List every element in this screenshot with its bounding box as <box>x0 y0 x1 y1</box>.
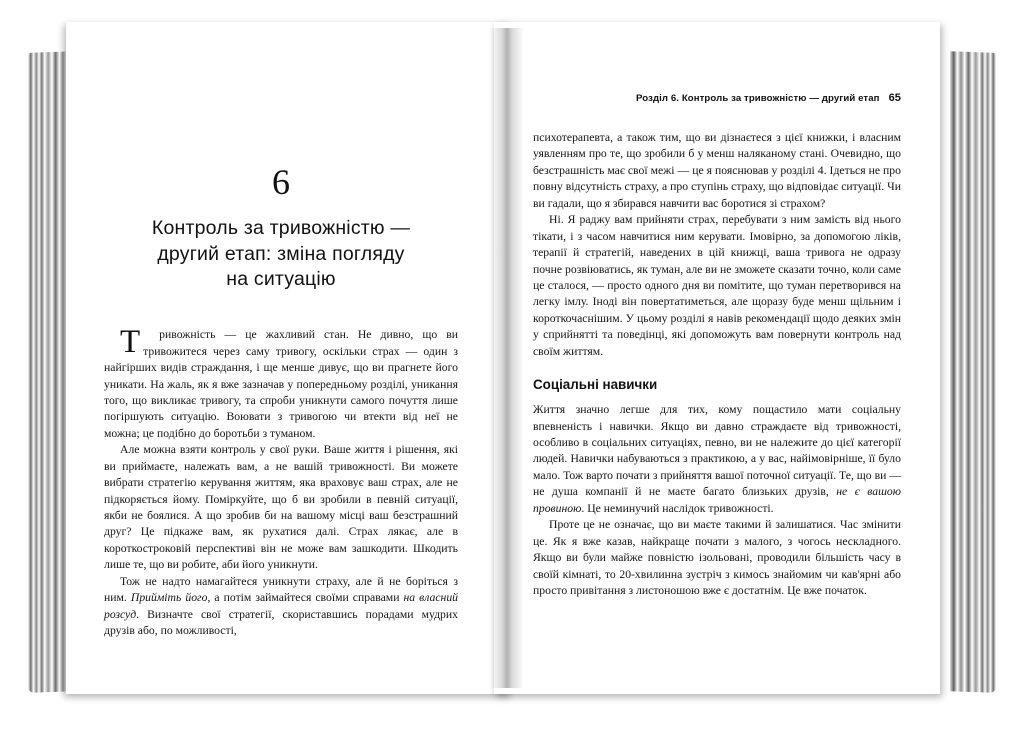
paragraph: Життя значно легше для тих, кому пощастило мати соціальну впевненість і навички. Якщо ви давно страждаєте від тривожності, особливо в соціальних ситуаціях, певно, ви не належите до цієї категорії людей. Навички набуваються з практикою, а у вас, найімовірніше, її було мало. Тож варто почати з прийняття вашої поточної ситуації. Те, що ви — не душа компанії й не маєте багато близьких друзів, не є вашою провиною. Це неминучий наслідок тривожності. <box>533 403 901 515</box>
running-head-text: Розділ 6. Контроль за тривожністю — другий етап <box>635 93 880 104</box>
drop-cap: Т <box>120 324 141 361</box>
chapter-title-line-3: на ситуацію <box>226 268 336 291</box>
chapter-title-line-1: Контроль за тривожністю — <box>151 217 411 239</box>
paragraph: Але можна взяти контроль у свої руки. Ваше життя і рішення, які ви приймаєте, належать вам, а не вашій тривожності. Ви можете вибрати стратегію керування життям, яка враховує ваш страх, але не підкоряється йому. Поміркуйте, що б ви зробили в певній ситуації, якби не боялися. А що зробив би на вашому місці ваш безстрашний друг? Це підкаже вам, як рухатися далі. Страх лякає, але в короткостроковій перспективі він не може вам зашкодити. Шкодить лише те, що ви робите, аби його уникнути. <box>104 443 458 572</box>
running-head <box>533 92 901 104</box>
left-page-content <box>104 142 458 640</box>
paragraph: Ні. Я раджу вам прийняти страх, перебувати з ним замість від нього тікати, і з часом навчитися ним керувати. Імовірно, за допомогою ліків, терапії й стратегій, наведених в цій книжці, ваша тривога не одразу почне розвіюватись, як туман, але ви не зможете сказати точно, коли саме це сталося, — просто одного дня ви помітите, що туман перетворився на легку імлу. Іноді він повертатиметься, але щоразу буде менш щільним і короткочаснішим. У цьому розділі я навів рекомендації щодо деяких змін у сприйнятті та поведінці, які допоможуть вам повернути контроль над своїм життям. <box>533 213 901 358</box>
paragraph: Проте це не означає, що ви маєте такими й залишатися. Час змінити це. Як я вже казав, найкраще почати з малого, з чогось нескладного. Якщо ви були майже повністю ізольовані, проводили більшість часу в своїй кімнаті, то 20-хвилинна зустріч з кимось знайомим чи кав'ярні або просто привітання з листоношою вже є достатнім. Це вже початок. <box>533 518 901 597</box>
paragraph-text: ривожність — це жахливий стан. Не дивно, що ви тривожитеся через саму тривогу, оскільки страх — один з найгірших видів страждання, і ще менше дивує, що ви прагнете його уникати. На жаль, як я вже зазначав у попередньому розділі, уникання того, що викликає тривогу, та спроби уникнути самого почуття лише погіршують ситуацію. Воювати з тривогою чи втекти від неї не можна; це подібно до боротьби з туманом. <box>104 328 458 440</box>
right-page-edges <box>950 51 996 693</box>
paragraph <box>104 324 458 442</box>
right-page-content <box>533 92 901 599</box>
chapter-title-line-2: другий етап: зміна погляду <box>157 242 405 265</box>
section-heading: Соціальні навички <box>533 377 658 393</box>
chapter-number: 6 <box>272 162 290 202</box>
paragraph: Тож не надто намагайтеся уникнути страху, але й не боріться з ним. Прийміть його, а потім займайтеся своїми справами на власний розсуд. Визначте свої стратегії, скориставшись порадами мудрих друзів або, по можливості, <box>104 574 459 638</box>
page-number: 65 <box>888 92 901 104</box>
paragraph: психотерапевта, а також тим, що ви дізнаєтеся з цієї книжки, і власним уявленням про те, що зробили б у менш наляканому стані. Очевидно, що безстрашність має свої межі — це я пояснював у розділі 4. Ідеться не про повну відсутність страху, а про ступінь страху, що відповідає ситуації. Чи ви гадали, що я збирався навчити вас боротися зі страхом? <box>533 131 901 210</box>
book-page-stack <box>28 22 996 712</box>
chapter-title <box>104 216 458 293</box>
